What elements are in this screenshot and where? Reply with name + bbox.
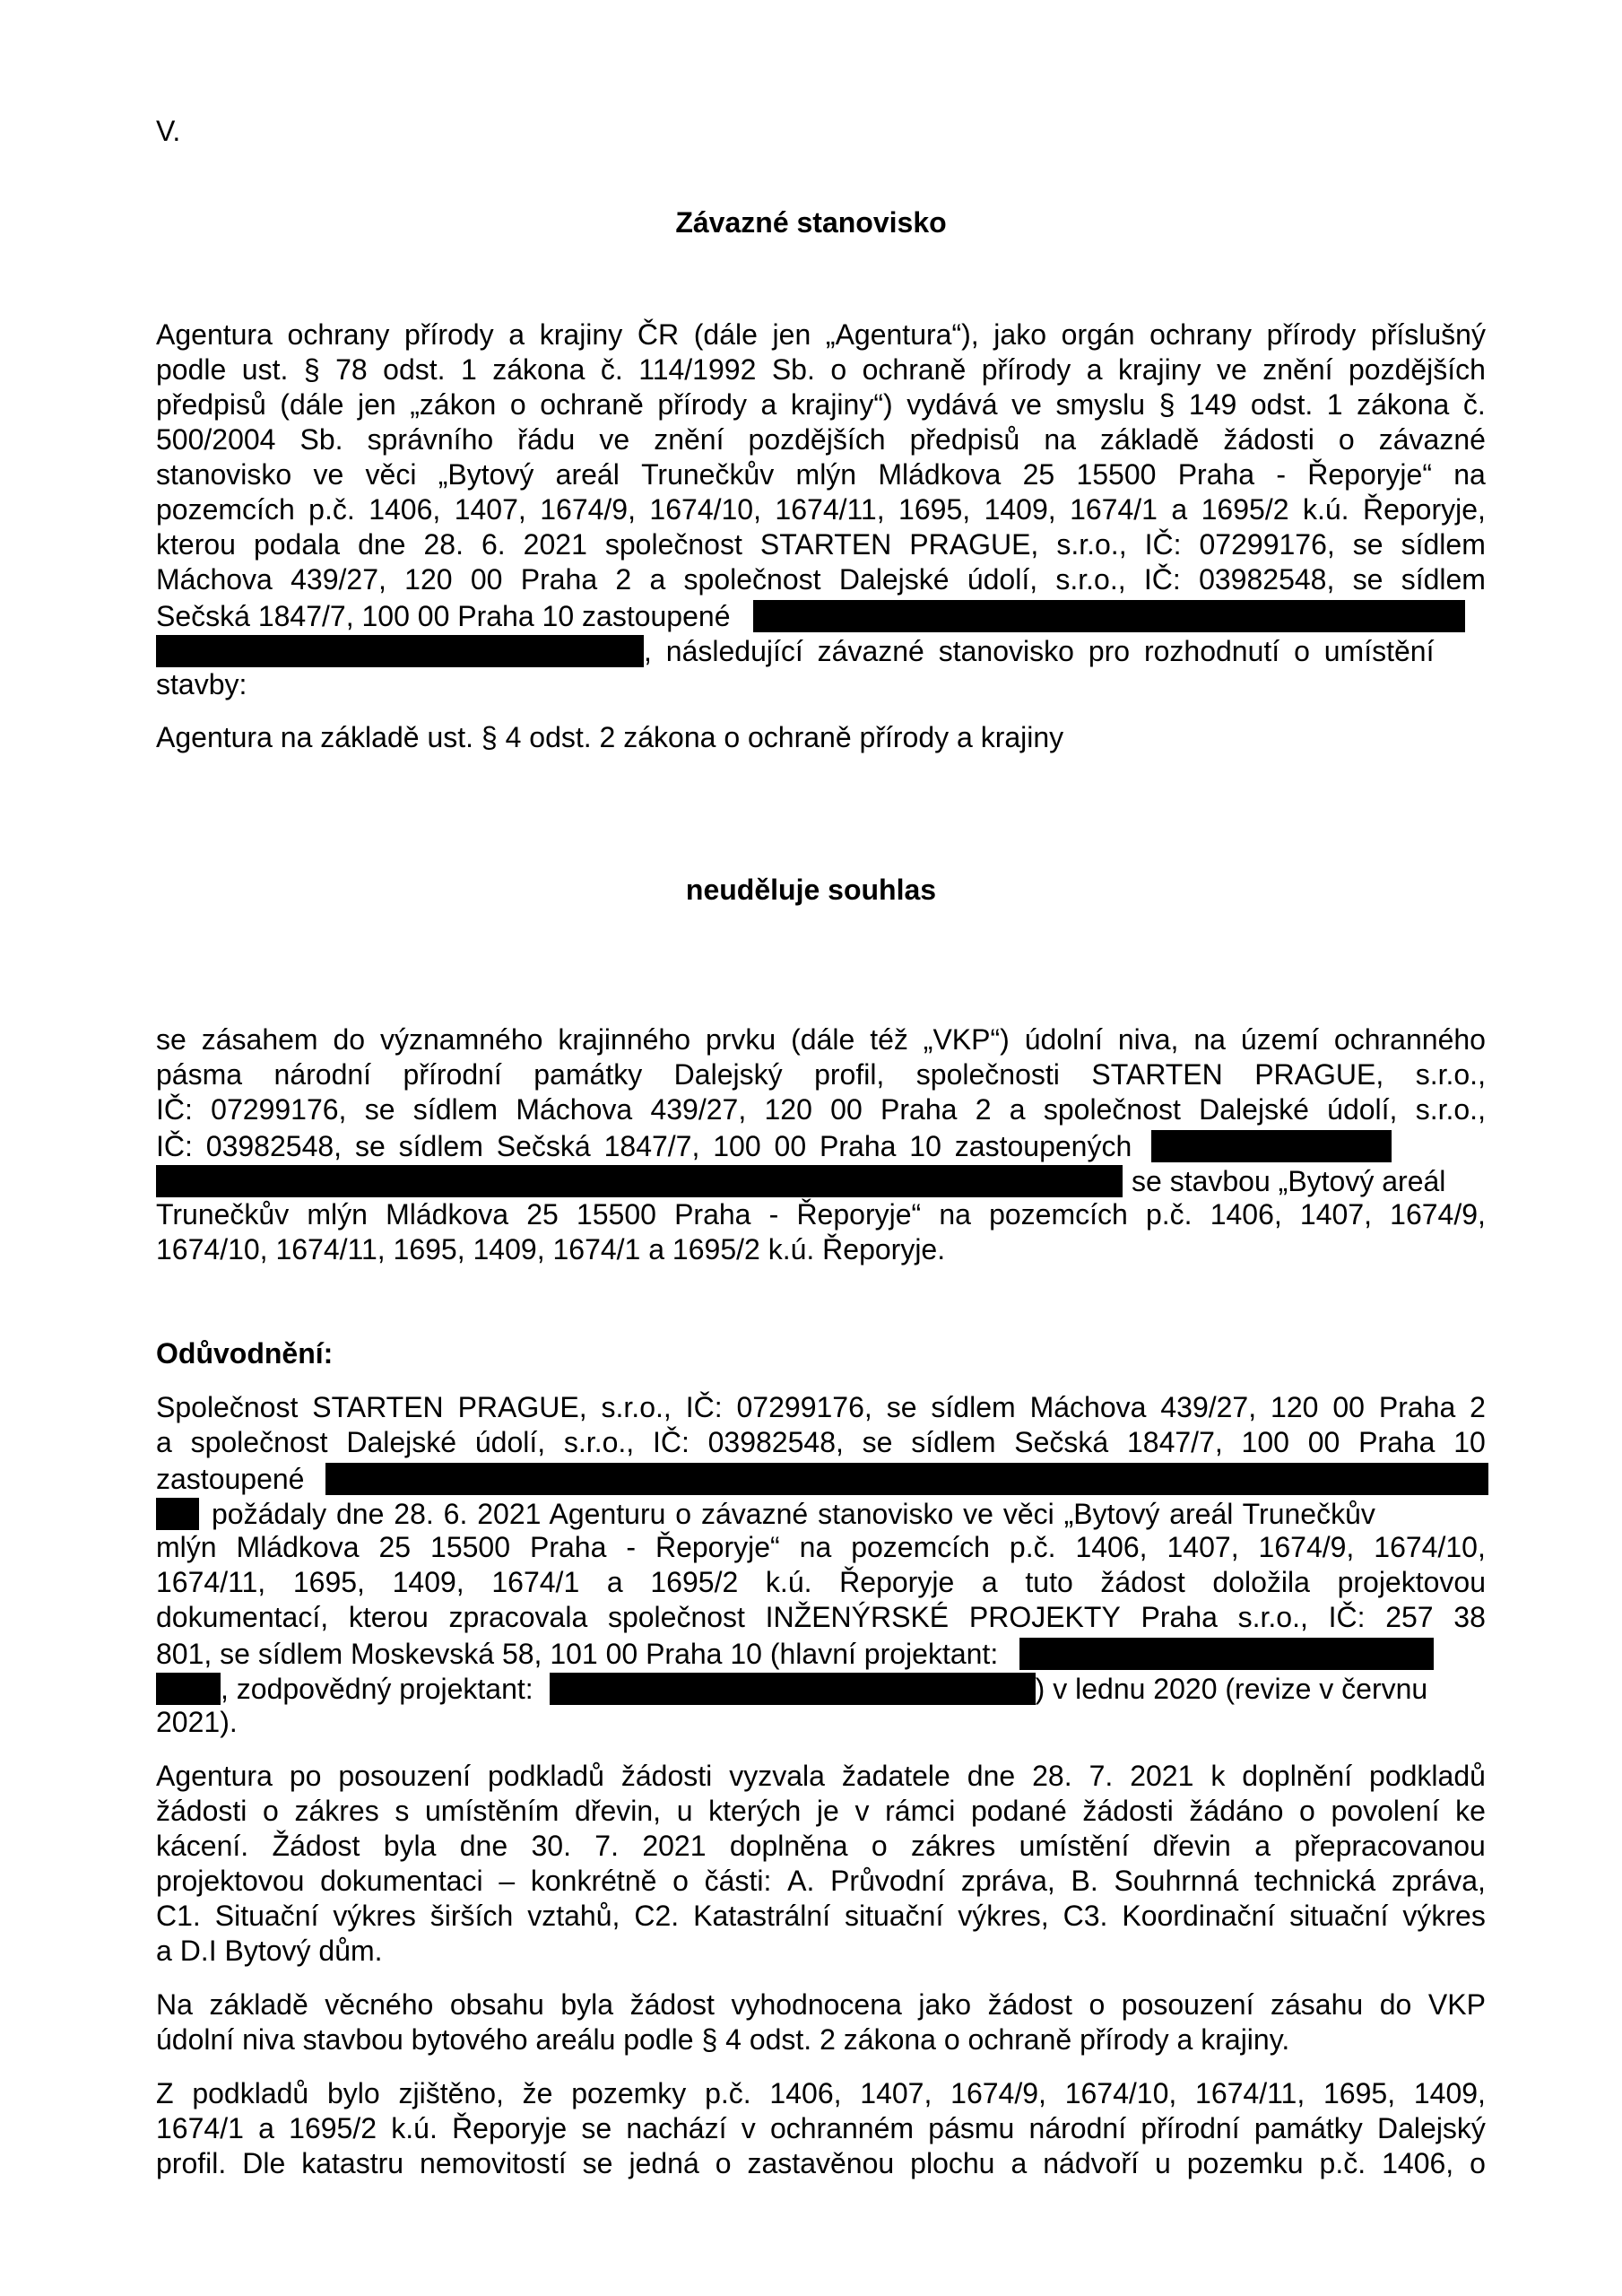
text-line: Agentura ochrany přírody a krajiny ČR (dále jen „Agentura“), jako orgán ochrany přírody příslušný <box>156 318 1486 351</box>
text-line: 1674/1 a 1695/2 k.ú. Řeporyje se nachází v ochranném pásmu národní přírodní památky Dalejský <box>156 2112 1486 2144</box>
text-segment: se stavbou „Bytový areál <box>1132 1165 1446 1197</box>
redaction-block <box>156 635 644 667</box>
text-line: a společnost Dalejské údolí, s.r.o., IČ: 03982548, se sídlem Sečská 1847/7, 100 00 Praha 10 <box>156 1426 1486 1458</box>
text-line: IČ: 07299176, se sídlem Máchova 439/27, 120 00 Praha 2 a společnost Dalejské údolí, s.r.o., <box>156 1093 1486 1126</box>
text-line <box>156 1498 1375 1530</box>
text-line: stanovisko ve věci „Bytový areál Trunečkův mlýn Mládkova 25 15500 Praha - Řeporyje“ na <box>156 458 1486 491</box>
text-line: kterou podala dne 28. 6. 2021 společnost STARTEN PRAGUE, s.r.o., IČ: 07299176, se sídlem <box>156 528 1486 561</box>
text-line <box>156 600 1465 632</box>
text-line: projektovou dokumentaci – konkrétně o části: A. Průvodní zpráva, B. Souhrnná technická zpráva, <box>156 1865 1486 1897</box>
redaction-block <box>156 1165 1123 1197</box>
text-line: C1. Situační výkres širších vztahů, C2. Katastrální situační výkres, C3. Koordinační situační výkres <box>156 1900 1486 1932</box>
section-label: V. <box>156 115 181 147</box>
document-title: Závazné stanovisko <box>675 206 947 239</box>
text-line: 1674/11, 1695, 1409, 1674/1 a 1695/2 k.ú. Řeporyje a tuto žádost doložila projektovou <box>156 1566 1486 1598</box>
text-line <box>156 1638 1434 1670</box>
text-segment: Sečská 1847/7, 100 00 Praha 10 zastoupené <box>156 600 731 632</box>
text-segment: , následující závazné stanovisko pro rozhodnutí o umístění <box>644 635 1435 667</box>
text-line <box>156 635 1434 667</box>
text-line: údolní niva stavbou bytového areálu podle § 4 odst. 2 zákona o ochraně přírody a krajiny. <box>156 2023 1290 2056</box>
text-line: Agentura na základě ust. § 4 odst. 2 zákona o ochraně přírody a krajiny <box>156 721 1064 753</box>
text-line: pásma národní přírodní památky Dalejský profil, společnosti STARTEN PRAGUE, s.r.o., <box>156 1058 1486 1091</box>
text-line: Z podkladů bylo zjištěno, že pozemky p.č. 1406, 1407, 1674/9, 1674/10, 1674/11, 1695, 1409, <box>156 2077 1486 2109</box>
text-line: Máchova 439/27, 120 00 Praha 2 a společnost Dalejské údolí, s.r.o., IČ: 03982548, se sídlem <box>156 563 1486 596</box>
text-line: Na základě věcného obsahu byla žádost vyhodnocena jako žádost o posouzení zásahu do VKP <box>156 1988 1486 2021</box>
redaction-block <box>1151 1130 1392 1162</box>
text-segment: 801, se sídlem Moskevská 58, 101 00 Praha 10 (hlavní projektant: <box>156 1638 999 1670</box>
text-line: 1674/10, 1674/11, 1695, 1409, 1674/1 a 1695/2 k.ú. Řeporyje. <box>156 1233 946 1265</box>
text-line: dokumentací, kterou zpracovala společnost INŽENÝRSKÉ PROJEKTY Praha s.r.o., IČ: 257 38 <box>156 1601 1486 1633</box>
text-line: mlýn Mládkova 25 15500 Praha - Řeporyje“ na pozemcích p.č. 1406, 1407, 1674/9, 1674/10, <box>156 1531 1486 1563</box>
text-segment: IČ: 03982548, se sídlem Sečská 1847/7, 100 00 Praha 10 zastoupených <box>156 1130 1132 1162</box>
text-line <box>156 1463 1488 1495</box>
text-line: předpisů (dále jen „zákon o ochraně přírody a krajiny“) vydává ve smyslu § 149 odst. 1 zákona č. <box>156 388 1486 421</box>
text-line: stavby: <box>156 668 247 700</box>
redaction-block <box>156 1673 221 1705</box>
redaction-block <box>753 600 1465 632</box>
text-segment: , zodpovědný projektant: <box>221 1673 533 1705</box>
text-line: se zásahem do významného krajinného prvku (dále též „VKP“) údolní niva, na území ochranného <box>156 1023 1486 1056</box>
text-line <box>156 1130 1392 1162</box>
redaction-block <box>550 1673 1036 1705</box>
text-line: Společnost STARTEN PRAGUE, s.r.o., IČ: 07299176, se sídlem Máchova 439/27, 120 00 Praha 2 <box>156 1391 1486 1423</box>
text-line: žádosti o zákres s umístěním dřevin, u kterých je v rámci podané žádosti žádáno o povolení ke <box>156 1795 1486 1827</box>
text-line: Agentura po posouzení podkladů žádosti vyzvala žadatele dne 28. 7. 2021 k doplnění podkladů <box>156 1760 1486 1792</box>
text-line: 500/2004 Sb. správního řádu ve znění pozdějších předpisů na základě žádosti o závazné <box>156 423 1486 456</box>
redaction-block <box>156 1498 199 1530</box>
reasoning-heading: Odůvodnění: <box>156 1337 334 1370</box>
text-line: a D.I Bytový dům. <box>156 1935 383 1967</box>
redaction-block <box>1019 1638 1434 1670</box>
text-line: podle ust. § 78 odst. 1 zákona č. 114/1992 Sb. o ochraně přírody a krajiny ve znění pozdějších <box>156 353 1486 386</box>
text-line <box>156 1673 1427 1705</box>
text-line: 2021). <box>156 1706 238 1738</box>
text-segment: ) v lednu 2020 (revize v červnu <box>1035 1673 1428 1705</box>
text-line: pozemcích p.č. 1406, 1407, 1674/9, 1674/10, 1674/11, 1695, 1409, 1674/1 a 1695/2 k.ú. Řeporyje, <box>156 493 1486 526</box>
text-segment: zastoupené <box>156 1463 305 1495</box>
text-line: profil. Dle katastru nemovitostí se jedná o zastavěnou plochu a nádvoří u pozemku p.č. 1406, o <box>156 2147 1486 2179</box>
decision-heading: neuděluje souhlas <box>685 874 937 906</box>
text-line: Trunečkův mlýn Mládkova 25 15500 Praha - Řeporyje“ na pozemcích p.č. 1406, 1407, 1674/9, <box>156 1198 1486 1231</box>
text-line <box>156 1165 1445 1197</box>
text-line: kácení. Žádost byla dne 30. 7. 2021 doplněna o zákres umístění dřevin a přepracovanou <box>156 1830 1486 1862</box>
redaction-block <box>325 1463 1488 1495</box>
text-segment: požádaly dne 28. 6. 2021 Agenturu o závazné stanovisko ve věci „Bytový areál Trunečkův <box>212 1498 1375 1530</box>
